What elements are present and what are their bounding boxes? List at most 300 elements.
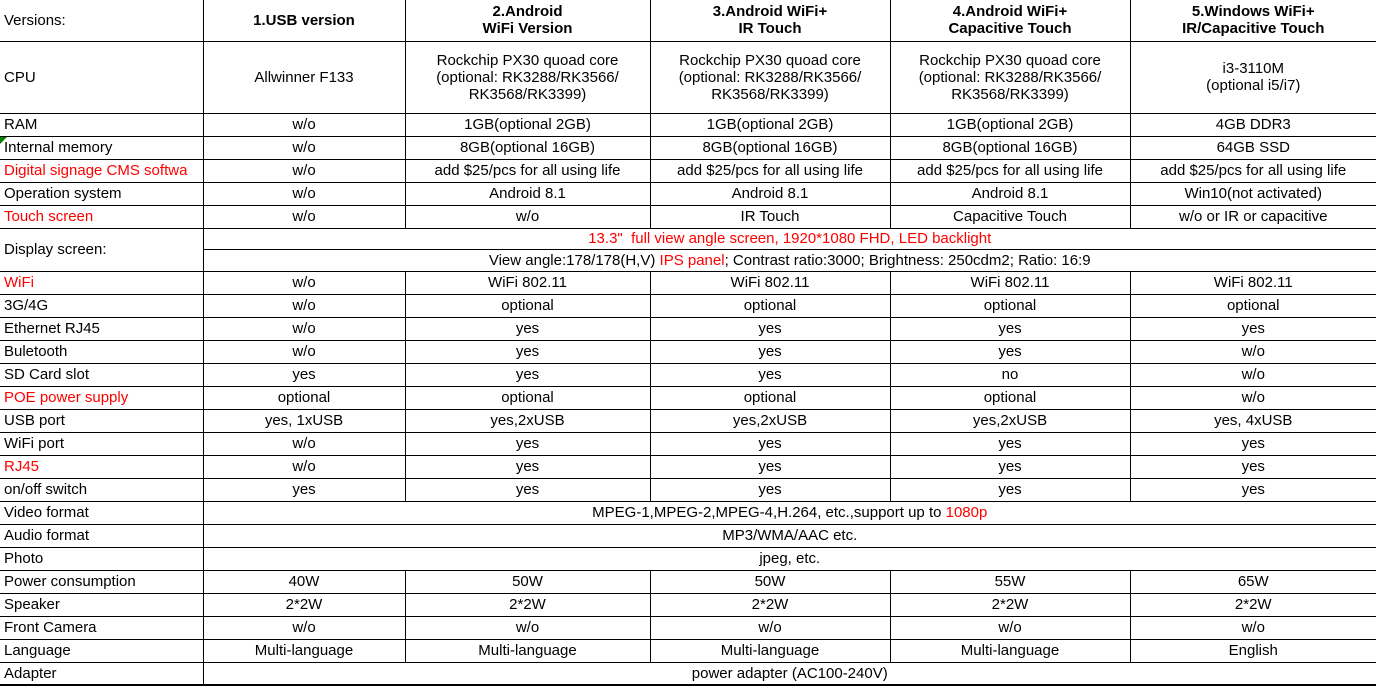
spec-value-cell: [203, 182, 405, 205]
spec-value-cell: [203, 432, 405, 455]
cell-text: Photo: [4, 550, 44, 567]
cell-text: 2*2W: [991, 596, 1029, 613]
cell-text: English: [1228, 642, 1278, 659]
spec-value-cell: [1130, 570, 1376, 593]
cell-text: Android 8.1: [731, 185, 809, 202]
table-row: [0, 294, 1376, 317]
cell-text: CPU: [4, 68, 36, 86]
cell-text: ; Contrast ratio:3000; Brightness: 250cdm2; Ratio: 16:9: [724, 251, 1091, 269]
cell-text: Power consumption: [4, 573, 136, 590]
spec-value-cell: [405, 136, 650, 159]
spec-value-cell: [890, 159, 1130, 182]
cell-text: w/o: [1241, 389, 1265, 406]
merged-value-cell: [203, 524, 1376, 547]
cell-text: yes: [998, 435, 1022, 452]
cell-text: yes: [515, 458, 540, 475]
cell-text: 4.Android WiFi+: [952, 3, 1068, 21]
table-row: [0, 136, 1376, 159]
cell-text: (optional i5/i7): [1206, 77, 1301, 94]
spec-value-cell: [650, 182, 890, 205]
row-label-cell: [0, 455, 203, 478]
cell-text: 2*2W: [285, 596, 323, 613]
cell-text: Adapter: [4, 664, 57, 682]
table-row: [0, 182, 1376, 205]
table-row: [0, 159, 1376, 182]
spec-value-cell: [405, 182, 650, 205]
cell-text: w/o: [1241, 366, 1265, 383]
spec-value-cell: [405, 159, 650, 182]
row-label-cell: [0, 182, 203, 205]
cell-text: SD Card slot: [4, 366, 90, 383]
spec-value-cell: [203, 294, 405, 317]
column-header-cell: [405, 0, 650, 41]
table-row: [0, 409, 1376, 432]
table-row: [0, 616, 1376, 639]
column-header-cell: [890, 0, 1130, 41]
spec-value-cell: [650, 409, 890, 432]
cell-text: RJ45: [4, 458, 40, 475]
row-label-cell: [0, 662, 203, 685]
cell-text: w/o: [292, 435, 316, 452]
spec-value-cell: [890, 593, 1130, 616]
row-label-cell: [0, 113, 203, 136]
cell-text: IR Touch: [740, 208, 800, 225]
spec-value-cell: [405, 271, 650, 294]
spec-value-cell: [1130, 409, 1376, 432]
cell-text: yes: [998, 320, 1022, 337]
cell-text: 65W: [1237, 573, 1269, 590]
spec-value-cell: [405, 41, 650, 113]
spec-value-cell: [650, 41, 890, 113]
cell-text: USB port: [4, 412, 65, 429]
cell-text: MP3/WMA/AAC etc.: [722, 527, 858, 544]
cell-text: 2*2W: [1234, 596, 1272, 613]
cell-text: 1GB(optional 2GB): [464, 116, 591, 133]
row-label-cell: [0, 294, 203, 317]
row-label-cell: [0, 593, 203, 616]
cell-text: (optional: RK3288/RK3566/: [678, 68, 862, 86]
spec-value-cell: [405, 432, 650, 455]
spec-value-cell: [1130, 205, 1376, 228]
table-row: [0, 570, 1376, 593]
spec-value-cell: [203, 136, 405, 159]
cell-text: Multi-language: [478, 642, 577, 659]
cell-text: power adapter (AC100-240V): [691, 664, 888, 682]
table-row: [0, 432, 1376, 455]
spec-value-cell: [650, 205, 890, 228]
spec-value-cell: [650, 340, 890, 363]
spec-value-cell: [650, 113, 890, 136]
spec-value-cell: [1130, 294, 1376, 317]
cell-text: WiFi port: [4, 435, 64, 452]
cell-text: yes: [758, 458, 782, 475]
cell-text: on/off switch: [4, 481, 88, 498]
cell-text: Operation system: [4, 185, 122, 202]
cell-text: Android 8.1: [489, 185, 566, 202]
cell-text: Internal memory: [4, 139, 113, 156]
spec-value-cell: [650, 386, 890, 409]
cell-text: 1GB(optional 2GB): [946, 116, 1074, 133]
spec-value-cell: [1130, 340, 1376, 363]
cell-text: Buletooth: [4, 343, 68, 360]
row-label-cell: [0, 317, 203, 340]
table-row: [0, 249, 1376, 271]
cell-text: optional: [743, 297, 797, 314]
spec-value-cell: [203, 616, 405, 639]
spec-value-cell: [890, 478, 1130, 501]
cell-text: 1GB(optional 2GB): [706, 116, 834, 133]
cell-text: yes,2xUSB: [490, 412, 565, 429]
cell-text: w/o: [758, 619, 782, 636]
cell-text: WiFi Version: [482, 20, 573, 38]
spec-value-cell: [1130, 593, 1376, 616]
spec-value-cell: [405, 639, 650, 662]
spec-value-cell: [890, 205, 1130, 228]
cell-text: yes: [1241, 481, 1265, 498]
cell-text: WiFi 802.11: [488, 274, 567, 291]
cell-text: add $25/pcs for all using life: [677, 162, 863, 179]
cell-text: w/o or IR or capacitive: [1179, 208, 1328, 225]
cell-text: yes: [998, 481, 1022, 498]
table-row: [0, 271, 1376, 294]
row-label-cell: [0, 639, 203, 662]
cell-text: 8GB(optional 16GB): [942, 139, 1078, 156]
spec-value-cell: [1130, 478, 1376, 501]
row-label-cell: [0, 205, 203, 228]
table-row: [0, 501, 1376, 524]
spec-value-cell: [650, 363, 890, 386]
cell-text: RAM: [4, 116, 38, 133]
spec-value-cell: [650, 136, 890, 159]
spec-value-cell: [203, 455, 405, 478]
cell-text: (optional: RK3288/RK3566/: [436, 68, 619, 86]
table-row: [0, 455, 1376, 478]
cell-text: 4GB DDR3: [1215, 116, 1291, 133]
spec-value-cell: [203, 386, 405, 409]
table-row: [0, 363, 1376, 386]
cell-text: yes, 1xUSB: [264, 412, 344, 429]
cell-text: w/o: [292, 297, 316, 314]
cell-text: w/o: [292, 343, 316, 360]
cell-text: add $25/pcs for all using life: [1160, 162, 1347, 179]
table-row: [0, 662, 1376, 685]
cell-text: WiFi: [4, 274, 34, 291]
row-label-cell: [0, 616, 203, 639]
spec-value-cell: [203, 205, 405, 228]
cell-text: POE power supply: [4, 389, 129, 406]
cell-text: RK3568/RK3399): [711, 85, 829, 103]
spec-value-cell: [890, 271, 1130, 294]
spec-value-cell: [650, 570, 890, 593]
header-row: [0, 0, 1376, 41]
spec-value-cell: [203, 340, 405, 363]
merged-value-cell: [203, 249, 1376, 271]
spec-value-cell: [1130, 182, 1376, 205]
cell-text: 13.3" full view angle screen, 1920*1080 FHD, LED backlight: [588, 230, 992, 247]
spec-value-cell: [890, 639, 1130, 662]
cell-text: Android 8.1: [971, 185, 1049, 202]
cell-text: w/o: [292, 139, 316, 156]
spec-value-cell: [203, 159, 405, 182]
cell-text: Rockchip PX30 quoad core: [679, 51, 861, 69]
spec-value-cell: [203, 593, 405, 616]
spec-value-cell: [1130, 41, 1376, 113]
spec-value-cell: [1130, 432, 1376, 455]
spec-value-cell: [650, 294, 890, 317]
table-row: [0, 593, 1376, 616]
spec-value-cell: [890, 136, 1130, 159]
cell-text: WiFi 802.11: [970, 274, 1050, 291]
cell-text: 3G/4G: [4, 297, 49, 314]
spec-value-cell: [405, 570, 650, 593]
row-label-cell: [0, 136, 203, 159]
spec-value-cell: [203, 113, 405, 136]
cell-text: Capacitive Touch: [948, 20, 1072, 38]
spec-value-cell: [1130, 363, 1376, 386]
spec-value-cell: [890, 113, 1130, 136]
spec-value-cell: [405, 616, 650, 639]
cell-text: w/o: [292, 208, 316, 225]
spec-value-cell: [890, 409, 1130, 432]
cell-text: WiFi 802.11: [1213, 274, 1293, 291]
merged-value-cell: [203, 228, 1376, 249]
merged-value-cell: [203, 501, 1376, 524]
cell-text: 5.Windows WiFi+: [1191, 3, 1315, 21]
cell-text: yes: [1241, 320, 1265, 337]
row-label-cell: [0, 41, 203, 113]
spec-value-cell: [203, 409, 405, 432]
cell-text: yes: [758, 481, 782, 498]
cell-text: yes: [515, 481, 540, 498]
spec-value-cell: [1130, 113, 1376, 136]
column-header-cell: [203, 0, 405, 41]
comment-flag-icon: [0, 137, 7, 144]
table-row: [0, 317, 1376, 340]
spec-value-cell: [405, 593, 650, 616]
cell-text: (optional: RK3288/RK3566/: [918, 68, 1102, 86]
cell-text: Language: [4, 642, 71, 659]
cell-text: w/o: [292, 162, 316, 179]
cell-text: w/o: [292, 458, 316, 475]
spec-value-cell: [405, 363, 650, 386]
cell-text: yes: [515, 366, 540, 383]
cell-text: jpeg, etc.: [759, 550, 821, 567]
spec-value-cell: [1130, 136, 1376, 159]
cell-text: yes: [1241, 458, 1265, 475]
spec-value-cell: [405, 317, 650, 340]
spec-value-cell: [650, 432, 890, 455]
spec-value-cell: [1130, 616, 1376, 639]
spec-value-cell: [890, 182, 1130, 205]
cell-text: optional: [983, 297, 1037, 314]
cell-text: w/o: [292, 116, 316, 133]
cell-text: 2.Android: [492, 3, 563, 21]
spec-value-cell: [405, 340, 650, 363]
cell-text: View angle:178/178(H,V): [488, 251, 660, 269]
cell-text: MPEG-1,MPEG-2,MPEG-4,H.264, etc.,support up to: [592, 504, 946, 521]
cell-text: yes, 4xUSB: [1214, 412, 1293, 429]
cell-text: Video format: [4, 504, 89, 521]
cell-text: Capacitive Touch: [953, 208, 1067, 225]
spec-value-cell: [650, 271, 890, 294]
spec-value-cell: [650, 317, 890, 340]
cell-text: 3.Android WiFi+: [712, 3, 828, 21]
spec-value-cell: [405, 294, 650, 317]
cell-text: IPS panel: [659, 251, 725, 269]
spec-value-cell: [890, 340, 1130, 363]
cell-text: Allwinner F133: [254, 68, 354, 86]
cell-text: Multi-language: [254, 642, 354, 659]
cell-text: yes: [515, 343, 540, 360]
cell-text: w/o: [292, 619, 316, 636]
cell-text: Multi-language: [720, 642, 820, 659]
row-label-cell: [0, 570, 203, 593]
row-label-cell: [0, 228, 203, 271]
spec-value-cell: [890, 432, 1130, 455]
cell-text: 64GB SSD: [1216, 139, 1290, 156]
table-row: [0, 340, 1376, 363]
row-label-cell: [0, 271, 203, 294]
spec-value-cell: [1130, 455, 1376, 478]
cell-text: 8GB(optional 16GB): [702, 139, 838, 156]
spec-value-cell: [890, 294, 1130, 317]
row-label-cell: [0, 340, 203, 363]
spec-value-cell: [203, 271, 405, 294]
column-header-cell: [650, 0, 890, 41]
versions-label-cell: [0, 0, 203, 41]
cell-text: RK3568/RK3399): [468, 85, 587, 103]
cell-text: Touch screen: [4, 208, 94, 225]
table-row: [0, 113, 1376, 136]
cell-text: 50W: [754, 573, 786, 590]
table-row: [0, 524, 1376, 547]
cell-text: 55W: [994, 573, 1026, 590]
row-label-cell: [0, 363, 203, 386]
spec-value-cell: [890, 386, 1130, 409]
cell-text: w/o: [515, 619, 540, 636]
table-row: [0, 41, 1376, 113]
cell-text: w/o: [1241, 619, 1265, 636]
cell-text: 8GB(optional 16GB): [459, 139, 596, 156]
cell-text: yes: [758, 343, 782, 360]
spec-value-cell: [650, 616, 890, 639]
cell-text: w/o: [998, 619, 1022, 636]
spec-value-cell: [203, 478, 405, 501]
spec-value-cell: [405, 205, 650, 228]
cell-text: yes: [1241, 435, 1265, 452]
cell-text: yes: [998, 343, 1022, 360]
spec-value-cell: [890, 455, 1130, 478]
merged-value-cell: [203, 662, 1376, 685]
spec-value-cell: [890, 616, 1130, 639]
spec-value-cell: [405, 455, 650, 478]
row-label-cell: [0, 159, 203, 182]
spec-value-cell: [203, 41, 405, 113]
cell-text: 40W: [288, 573, 320, 590]
cell-text: RK3568/RK3399): [951, 85, 1069, 103]
cell-text: optional: [501, 389, 554, 406]
table-row: [0, 205, 1376, 228]
table-row: [0, 547, 1376, 570]
cell-text: IR Touch: [738, 20, 802, 38]
table-row: [0, 228, 1376, 249]
spec-value-cell: [203, 317, 405, 340]
cell-text: Win10(not activated): [1184, 185, 1323, 202]
cell-text: 1.USB version: [253, 11, 355, 29]
spec-value-cell: [890, 363, 1130, 386]
row-label-cell: [0, 501, 203, 524]
spec-value-cell: [1130, 386, 1376, 409]
spec-value-cell: [650, 455, 890, 478]
merged-value-cell: [203, 547, 1376, 570]
cell-text: yes: [758, 435, 782, 452]
cell-text: optional: [277, 389, 331, 406]
spec-value-cell: [203, 363, 405, 386]
spec-value-cell: [1130, 271, 1376, 294]
cell-text: Ethernet RJ45: [4, 320, 100, 337]
cell-text: Digital signage CMS softwa: [4, 162, 188, 179]
cell-text: 2*2W: [509, 596, 546, 613]
cell-text: w/o: [515, 208, 540, 225]
cell-text: 2*2W: [751, 596, 789, 613]
cell-text: Rockchip PX30 quoad core: [436, 51, 619, 69]
spec-value-cell: [405, 113, 650, 136]
cell-text: w/o: [1241, 343, 1265, 360]
cell-text: optional: [501, 297, 554, 314]
spec-value-cell: [1130, 639, 1376, 662]
cell-text: yes: [515, 435, 540, 452]
cell-text: add $25/pcs for all using life: [434, 162, 621, 179]
row-label-cell: [0, 432, 203, 455]
spec-value-cell: [890, 317, 1130, 340]
cell-text: optional: [983, 389, 1037, 406]
cell-text: yes,2xUSB: [972, 412, 1048, 429]
row-label-cell: [0, 524, 203, 547]
row-label-cell: [0, 409, 203, 432]
cell-text: yes: [515, 320, 540, 337]
spec-value-cell: [405, 386, 650, 409]
cell-text: yes: [758, 320, 782, 337]
spec-value-cell: [650, 478, 890, 501]
cell-text: Versions:: [4, 11, 66, 29]
spec-value-cell: [650, 159, 890, 182]
spec-value-cell: [650, 593, 890, 616]
cell-text: w/o: [292, 320, 316, 337]
spec-value-cell: [650, 639, 890, 662]
cell-text: Rockchip PX30 quoad core: [919, 51, 1101, 69]
cell-text: w/o: [292, 185, 316, 202]
cell-text: Multi-language: [960, 642, 1060, 659]
table-row: [0, 639, 1376, 662]
cell-text: WiFi 802.11: [730, 274, 810, 291]
cell-text: Display screen:: [4, 241, 107, 258]
row-label-cell: [0, 478, 203, 501]
cell-text: yes,2xUSB: [732, 412, 808, 429]
cell-text: optional: [743, 389, 797, 406]
cell-text: add $25/pcs for all using life: [917, 162, 1103, 179]
spec-value-cell: [203, 570, 405, 593]
spec-value-cell: [405, 409, 650, 432]
cell-text: 1080p: [945, 504, 988, 521]
row-label-cell: [0, 547, 203, 570]
cell-text: Audio format: [4, 527, 90, 544]
spec-value-cell: [890, 41, 1130, 113]
table-row: [0, 386, 1376, 409]
cell-text: optional: [1226, 297, 1280, 314]
spec-value-cell: [405, 478, 650, 501]
cell-text: w/o: [292, 274, 316, 291]
column-header-cell: [1130, 0, 1376, 41]
